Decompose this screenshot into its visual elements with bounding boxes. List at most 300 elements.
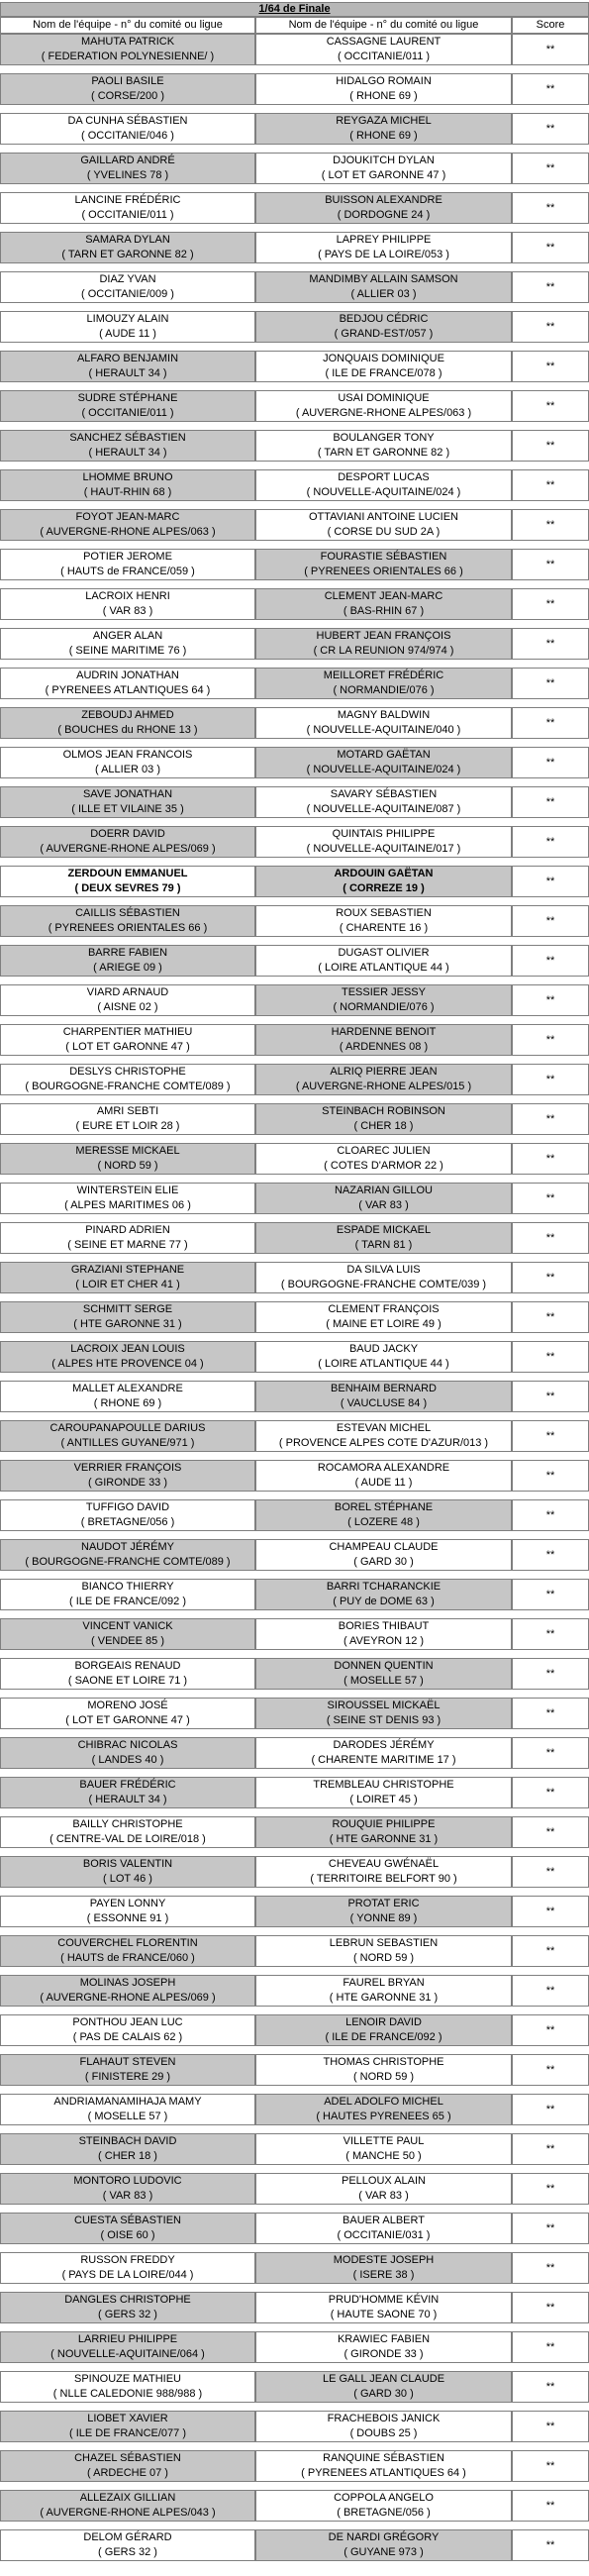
match-row <box>0 113 589 145</box>
team-name: OLMOS JEAN FRANCOIS <box>62 749 193 761</box>
team-name: VIARD ARNAUD <box>86 986 169 998</box>
team-committee: ( GARD 30 ) <box>353 1556 414 1568</box>
match-row <box>0 1420 589 1452</box>
team1-cell <box>0 192 255 224</box>
team1-cell <box>0 1579 255 1610</box>
team-name: ZEBOUDJ AHMED <box>81 709 174 721</box>
team-committee: ( BOURGOGNE-FRANCHE COMTE/039 ) <box>280 1279 487 1290</box>
match-row <box>0 2371 589 2403</box>
match-row <box>0 1935 589 1967</box>
team-committee: ( LOIR ET CHER 41 ) <box>75 1279 180 1290</box>
team-committee: ( PYRENEES ATLANTIQUES 64 ) <box>301 2467 466 2479</box>
team-committee: ( MOSELLE 57 ) <box>87 2111 168 2122</box>
team-name: SPINOUZE MATHIEU <box>74 2373 181 2385</box>
team-name: RANQUINE SÉBASTIEN <box>323 2452 444 2464</box>
team-name: LEBRUN SEBASTIEN <box>329 1937 439 1949</box>
team-name: MOTARD GAËTAN <box>337 749 431 761</box>
team1-cell <box>0 34 255 65</box>
team-name: DELOM GÉRARD <box>83 2531 172 2543</box>
score-cell: ** <box>512 1064 589 1095</box>
score-cell: ** <box>512 1262 589 1293</box>
team-name: MODESTE JOSEPH <box>333 2254 435 2266</box>
team-committee: ( BRETAGNE/056 ) <box>337 2507 431 2519</box>
team-name: REYGAZA MICHEL <box>336 115 432 127</box>
team-committee: ( HERAULT 34 ) <box>88 367 167 379</box>
team-committee: ( PYRENEES ORIENTALES 66 ) <box>304 566 463 577</box>
team2-cell <box>255 430 512 462</box>
team1-cell <box>0 430 255 462</box>
team2-cell <box>255 1183 512 1214</box>
team-committee: ( BOURGOGNE-FRANCHE COMTE/089 ) <box>25 1081 231 1092</box>
team2-cell <box>255 984 512 1016</box>
score-cell: ** <box>512 1737 589 1769</box>
match-row <box>0 2173 589 2205</box>
team-committee: ( ANTILLES GUYANE/971 ) <box>60 1437 195 1449</box>
team1-cell <box>0 2411 255 2442</box>
team1-cell <box>0 588 255 620</box>
team1-cell <box>0 866 255 897</box>
team-name: ARDOUIN GAËTAN <box>334 868 434 879</box>
team2-cell <box>255 1460 512 1492</box>
match-row <box>0 1064 589 1095</box>
match-row <box>0 34 589 65</box>
team-name: SAMARA DYLAN <box>85 234 170 246</box>
team-name: DJOUKITCH DYLAN <box>333 155 435 166</box>
team-name: COPPOLA ANGELO <box>334 2492 434 2504</box>
team1-cell <box>0 984 255 1016</box>
team-name: STEINBACH DAVID <box>78 2135 177 2147</box>
round-title: 1/64 de Finale <box>0 2 589 17</box>
team1-cell <box>0 2490 255 2522</box>
team-committee: ( PROVENCE ALPES COTE D'AZUR/013 ) <box>278 1437 489 1449</box>
score-cell: ** <box>512 2054 589 2086</box>
score-cell: ** <box>512 1896 589 1927</box>
team-name: MAGNY BALDWIN <box>337 709 431 721</box>
team2-cell <box>255 549 512 580</box>
team-committee: ( AUVERGNE-RHONE ALPES/043 ) <box>40 2507 216 2519</box>
team-committee: ( VAR 83 ) <box>102 605 153 617</box>
team-name: GRAZIANI STEPHANE <box>70 1264 185 1276</box>
match-row <box>0 1698 589 1729</box>
team-name: BARRE FABIEN <box>87 947 168 959</box>
team-name: DE NARDI GRÉGORY <box>328 2531 440 2543</box>
score-cell: ** <box>512 2014 589 2046</box>
team-committee: ( PUY de DOME 63 ) <box>333 1596 435 1607</box>
team1-cell <box>0 2529 255 2561</box>
team-committee: ( LANDES 40 ) <box>91 1754 164 1766</box>
team2-cell <box>255 1064 512 1095</box>
score-cell: ** <box>512 1499 589 1531</box>
team2-cell <box>255 668 512 699</box>
team-name: AMRI SEBTI <box>96 1105 159 1117</box>
team-name: LE GALL JEAN CLAUDE <box>322 2373 445 2385</box>
team2-cell <box>255 2014 512 2046</box>
score-cell: ** <box>512 1539 589 1571</box>
team-name: LHOMME BRUNO <box>82 471 173 483</box>
score-cell: ** <box>512 1222 589 1254</box>
team2-cell <box>255 2173 512 2205</box>
team-name: MALLET ALEXANDRE <box>72 1383 183 1394</box>
team2-cell <box>255 1499 512 1531</box>
team-name: MERESSE MICKAEL <box>75 1145 180 1157</box>
header-team2: Nom de l'équipe - n° du comité ou ligue <box>255 17 512 34</box>
team1-cell <box>0 549 255 580</box>
team-name: SIROUSSEL MICKAËL <box>327 1700 441 1711</box>
team-committee: ( RHONE 69 ) <box>93 1397 162 1409</box>
team1-cell <box>0 509 255 541</box>
team-name: FLAHAUT STEVEN <box>79 2056 176 2068</box>
team-committee: ( OCCITANIE/011 ) <box>337 51 431 62</box>
team-name: DARODES JÉRÉMY <box>333 1739 435 1751</box>
team-name: BOULANGER TONY <box>333 432 435 444</box>
team-name: MAHUTA PATRICK <box>80 36 175 48</box>
team-name: DOERR DAVID <box>90 828 165 840</box>
team-name: ROUQUIE PHILIPPE <box>332 1818 436 1830</box>
team-name: BAILLY CHRISTOPHE <box>72 1818 183 1830</box>
score-cell: ** <box>512 588 589 620</box>
team1-cell <box>0 1618 255 1650</box>
team-committee: ( ESSONNE 91 ) <box>86 1912 169 1924</box>
team-committee: ( OCCITANIE/046 ) <box>81 130 174 142</box>
team-committee: ( SEINE ET MARNE 77 ) <box>67 1239 188 1251</box>
match-row <box>0 628 589 660</box>
score-cell: ** <box>512 2213 589 2244</box>
score-cell: ** <box>512 351 589 382</box>
team-name: BORIS VALENTIN <box>82 1858 173 1870</box>
team-committee: ( PYRENEES ATLANTIQUES 64 ) <box>45 684 211 696</box>
team-name: THOMAS CHRISTOPHE <box>323 2056 444 2068</box>
team1-cell <box>0 311 255 343</box>
team2-cell <box>255 2252 512 2284</box>
team-name: DA CUNHA SÉBASTIEN <box>67 115 188 127</box>
match-row <box>0 1183 589 1214</box>
score-cell: ** <box>512 2292 589 2323</box>
team2-cell <box>255 1143 512 1175</box>
team-committee: ( HERAULT 34 ) <box>88 447 167 459</box>
team-name: DONNEN QUENTIN <box>334 1660 434 1672</box>
team-committee: ( HAUTS de FRANCE/059 ) <box>60 566 195 577</box>
team1-cell <box>0 1737 255 1769</box>
team-name: ADEL ADOLFO MICHEL <box>324 2096 443 2108</box>
match-row <box>0 1341 589 1373</box>
score-cell: ** <box>512 2529 589 2561</box>
team-name: MORENO JOSÉ <box>87 1700 168 1711</box>
team-committee: ( NORMANDIE/076 ) <box>333 1001 435 1013</box>
team-name: JONQUAIS DOMINIQUE <box>323 353 444 364</box>
team-name: HUBERT JEAN FRANÇOIS <box>316 630 451 642</box>
team1-cell <box>0 1024 255 1056</box>
team1-cell <box>0 2292 255 2323</box>
team-name: MANDIMBY ALLAIN SAMSON <box>309 273 458 285</box>
team-committee: ( AUVERGNE-RHONE ALPES/063 ) <box>295 407 472 419</box>
score-cell: ** <box>512 311 589 343</box>
team1-cell <box>0 905 255 937</box>
team-committee: ( LOT ET GARONNE 47 ) <box>321 169 446 181</box>
team2-cell <box>255 1896 512 1927</box>
team1-cell <box>0 1896 255 1927</box>
team2-cell <box>255 2213 512 2244</box>
team-name: OTTAVIANI ANTOINE LUCIEN <box>309 511 458 523</box>
team-committee: ( VENDEE 85 ) <box>91 1635 164 1647</box>
team-name: LIOBET XAVIER <box>87 2413 168 2424</box>
team1-cell <box>0 232 255 263</box>
team-name: VINCENT VANICK <box>82 1620 173 1632</box>
score-cell: ** <box>512 628 589 660</box>
team-committee: ( VAR 83 ) <box>358 2190 409 2202</box>
team-name: PAYEN LONNY <box>89 1898 166 1909</box>
match-row <box>0 2014 589 2046</box>
score-cell: ** <box>512 1618 589 1650</box>
team2-cell <box>255 1222 512 1254</box>
team-name: CHIBRAC NICOLAS <box>77 1739 178 1751</box>
team-name: FOURASTIE SÉBASTIEN <box>320 551 447 563</box>
team-committee: ( GRAND-EST/057 ) <box>334 328 434 340</box>
team-name: COUVERCHEL FLORENTIN <box>57 1937 198 1949</box>
team-committee: ( BAS-RHIN 67 ) <box>343 605 425 617</box>
team2-cell <box>255 1975 512 2007</box>
score-cell: ** <box>512 1341 589 1373</box>
match-row <box>0 2252 589 2284</box>
team-name: ZERDOUN EMMANUEL <box>67 868 188 879</box>
team-name: BIANCO THIERRY <box>81 1581 174 1593</box>
team-committee: ( AVEYRON 12 ) <box>343 1635 425 1647</box>
team-name: PELLOUX ALAIN <box>342 2175 426 2187</box>
score-cell: ** <box>512 866 589 897</box>
team1-cell <box>0 2054 255 2086</box>
team2-cell <box>255 1103 512 1135</box>
match-row <box>0 1539 589 1571</box>
team-committee: ( OCCITANIE/031 ) <box>337 2229 431 2241</box>
team2-cell <box>255 271 512 303</box>
team2-cell <box>255 192 512 224</box>
team2-cell <box>255 2094 512 2125</box>
team-name: LACROIX JEAN LOUIS <box>70 1343 185 1355</box>
team-committee: ( SEINE ST DENIS 93 ) <box>326 1714 442 1726</box>
match-row <box>0 1143 589 1175</box>
team2-cell <box>255 2331 512 2363</box>
team-committee: ( TERRITOIRE BELFORT 90 ) <box>310 1873 457 1885</box>
team2-cell <box>255 1816 512 1848</box>
score-cell: ** <box>512 509 589 541</box>
team-committee: ( SEINE MARITIME 76 ) <box>68 645 187 657</box>
team1-cell <box>0 945 255 977</box>
team-name: CLEMENT JEAN-MARC <box>324 590 443 602</box>
score-cell: ** <box>512 2411 589 2442</box>
team-committee: ( ALPES MARITIMES 06 ) <box>64 1199 191 1211</box>
team-name: MOLINAS JOSEPH <box>79 1977 176 1989</box>
score-cell: ** <box>512 1183 589 1214</box>
team-committee: ( AISNE 02 ) <box>97 1001 158 1013</box>
score-cell: ** <box>512 945 589 977</box>
score-cell: ** <box>512 1420 589 1452</box>
team-name: BAUER FRÉDÉRIC <box>79 1779 176 1791</box>
team-name: DESLYS CHRISTOPHE <box>69 1066 186 1078</box>
team-name: DESPORT LUCAS <box>338 471 430 483</box>
team1-cell <box>0 2173 255 2205</box>
match-row <box>0 1816 589 1848</box>
team-name: MEILLORET FRÉDÉRIC <box>323 670 444 681</box>
team-committee: ( GIRONDE 33 ) <box>344 2348 424 2360</box>
team2-cell <box>255 1618 512 1650</box>
match-row <box>0 2529 589 2561</box>
team-name: BORGEAIS RENAUD <box>74 1660 181 1672</box>
match-row <box>0 2331 589 2363</box>
score-cell: ** <box>512 192 589 224</box>
team-committee: ( AUDE 11 ) <box>99 328 156 340</box>
team-name: PONTHOU JEAN LUC <box>72 2016 183 2028</box>
team-committee: ( ALPES HTE PROVENCE 04 ) <box>51 1358 204 1370</box>
team-committee: ( ARDECHE 07 ) <box>87 2467 168 2479</box>
team-committee: ( SAONE ET LOIRE 71 ) <box>67 1675 188 1687</box>
match-row <box>0 469 589 501</box>
team2-cell <box>255 2133 512 2165</box>
team-committee: ( MAINE ET LOIRE 49 ) <box>326 1318 442 1330</box>
team-committee: ( OISE 60 ) <box>100 2229 155 2241</box>
team-name: HIDALGO ROMAIN <box>336 75 432 87</box>
team-committee: ( GUYANE 973 ) <box>344 2546 424 2558</box>
team1-cell <box>0 1420 255 1452</box>
score-cell: ** <box>512 390 589 422</box>
team-name: NAZARIAN GILLOU <box>334 1185 434 1196</box>
team-name: STEINBACH ROBINSON <box>322 1105 445 1117</box>
score-cell: ** <box>512 2173 589 2205</box>
team1-cell <box>0 1381 255 1412</box>
team2-cell <box>255 2054 512 2086</box>
team1-cell <box>0 113 255 145</box>
match-row <box>0 509 589 541</box>
team-committee: ( NOUVELLE-AQUITAINE/024 ) <box>306 486 461 498</box>
team-committee: ( GERS 32 ) <box>98 2309 157 2320</box>
team-name: DA SILVA LUIS <box>346 1264 421 1276</box>
team-committee: ( LOIRE ATLANTIQUE 44 ) <box>318 1358 449 1370</box>
team-committee: ( NOUVELLE-AQUITAINE/087 ) <box>306 803 461 815</box>
team-committee: ( CR LA REUNION 974/974 ) <box>313 645 454 657</box>
team2-cell <box>255 113 512 145</box>
team-committee: ( FEDERATION POLYNESIENNE/ ) <box>41 51 215 62</box>
team2-cell <box>255 1698 512 1729</box>
team-committee: ( NORMANDIE/076 ) <box>333 684 435 696</box>
score-cell: ** <box>512 1658 589 1690</box>
team-name: PAOLI BASILE <box>91 75 164 87</box>
match-row <box>0 1499 589 1531</box>
team-committee: ( HAUTS de FRANCE/060 ) <box>60 1952 195 1964</box>
team-committee: ( ILE DE FRANCE/092 ) <box>69 1596 186 1607</box>
team-name: ROCAMORA ALEXANDRE <box>317 1462 450 1474</box>
team1-cell <box>0 2252 255 2284</box>
team-committee: ( ILE DE FRANCE/092 ) <box>325 2031 442 2043</box>
team-committee: ( TARN ET GARONNE 82 ) <box>61 249 194 260</box>
team-committee: ( NORD 59 ) <box>352 1952 415 1964</box>
match-row <box>0 2292 589 2323</box>
team-committee: ( CORREZE 19 ) <box>343 882 425 894</box>
team1-cell <box>0 1698 255 1729</box>
team-name: ROUX SEBASTIEN <box>336 907 432 919</box>
team2-cell <box>255 2411 512 2442</box>
team-name: WINTERSTEIN ELIE <box>76 1185 179 1196</box>
match-row <box>0 2490 589 2522</box>
team-committee: ( ISERE 38 ) <box>352 2269 415 2281</box>
match-row <box>0 390 589 422</box>
team-committee: ( GERS 32 ) <box>98 2546 157 2558</box>
team-name: ALRIQ PIERRE JEAN <box>330 1066 438 1078</box>
match-row <box>0 1737 589 1769</box>
team-name: PRUD'HOMME KÉVIN <box>328 2294 440 2306</box>
team-committee: ( VAR 83 ) <box>102 2190 153 2202</box>
team-committee: ( ILE DE FRANCE/077 ) <box>69 2427 186 2439</box>
match-row <box>0 1658 589 1690</box>
team-committee: ( ARDENNES 08 ) <box>339 1041 429 1053</box>
team1-cell <box>0 1856 255 1888</box>
team2-cell <box>255 2450 512 2482</box>
team2-cell <box>255 1420 512 1452</box>
match-row <box>0 786 589 818</box>
team-committee: ( TARN 81 ) <box>354 1239 413 1251</box>
team1-cell <box>0 707 255 739</box>
team-committee: ( FINISTERE 29 ) <box>84 2071 171 2083</box>
match-row <box>0 1222 589 1254</box>
team1-cell <box>0 1975 255 2007</box>
team2-cell <box>255 747 512 778</box>
team-committee: ( CHER 18 ) <box>98 2150 157 2162</box>
team-committee: ( AUVERGNE-RHONE ALPES/063 ) <box>40 526 216 538</box>
team2-cell <box>255 588 512 620</box>
team2-cell <box>255 469 512 501</box>
team-committee: ( MANCHE 50 ) <box>345 2150 422 2162</box>
team1-cell <box>0 1539 255 1571</box>
team-name: AUDRIN JONATHAN <box>76 670 179 681</box>
score-cell: ** <box>512 668 589 699</box>
team1-cell <box>0 1301 255 1333</box>
team-committee: ( CHER 18 ) <box>353 1120 414 1132</box>
team-name: BEDJOU CÉDRIC <box>339 313 429 325</box>
team-name: CHARPENTIER MATHIEU <box>62 1026 193 1038</box>
team-name: MONTORO LUDOVIC <box>73 2175 182 2187</box>
match-row <box>0 153 589 184</box>
team-committee: ( VAR 83 ) <box>358 1199 409 1211</box>
team2-cell <box>255 1935 512 1967</box>
score-cell: ** <box>512 1856 589 1888</box>
match-row <box>0 271 589 303</box>
team2-cell <box>255 509 512 541</box>
team-committee: ( AUVERGNE-RHONE ALPES/015 ) <box>295 1081 472 1092</box>
team-committee: ( ARIEGE 09 ) <box>93 962 162 974</box>
team2-cell <box>255 351 512 382</box>
team-name: CLOAREC JULIEN <box>337 1145 431 1157</box>
team2-cell <box>255 1301 512 1333</box>
team-committee: ( PYRENEES ORIENTALES 66 ) <box>48 922 208 934</box>
team-name: BARRI TCHARANCKIE <box>326 1581 442 1593</box>
score-cell: ** <box>512 2490 589 2522</box>
team1-cell <box>0 390 255 422</box>
team-committee: ( YVELINES 78 ) <box>86 169 169 181</box>
match-row <box>0 1301 589 1333</box>
match-row <box>0 2411 589 2442</box>
team-name: NAUDOT JÉRÉMY <box>81 1541 174 1553</box>
match-row <box>0 1024 589 1056</box>
team2-cell <box>255 1341 512 1373</box>
team-committee: ( NOUVELLE-AQUITAINE/040 ) <box>306 724 461 736</box>
score-cell: ** <box>512 747 589 778</box>
score-cell: ** <box>512 1381 589 1412</box>
team-committee: ( OCCITANIE/011 ) <box>81 407 174 419</box>
team1-cell <box>0 1816 255 1848</box>
team2-cell <box>255 707 512 739</box>
team-committee: ( PAS DE CALAIS 62 ) <box>72 2031 183 2043</box>
match-row <box>0 192 589 224</box>
score-cell: ** <box>512 430 589 462</box>
team2-cell <box>255 390 512 422</box>
team-committee: ( BRETAGNE/056 ) <box>80 1516 175 1528</box>
